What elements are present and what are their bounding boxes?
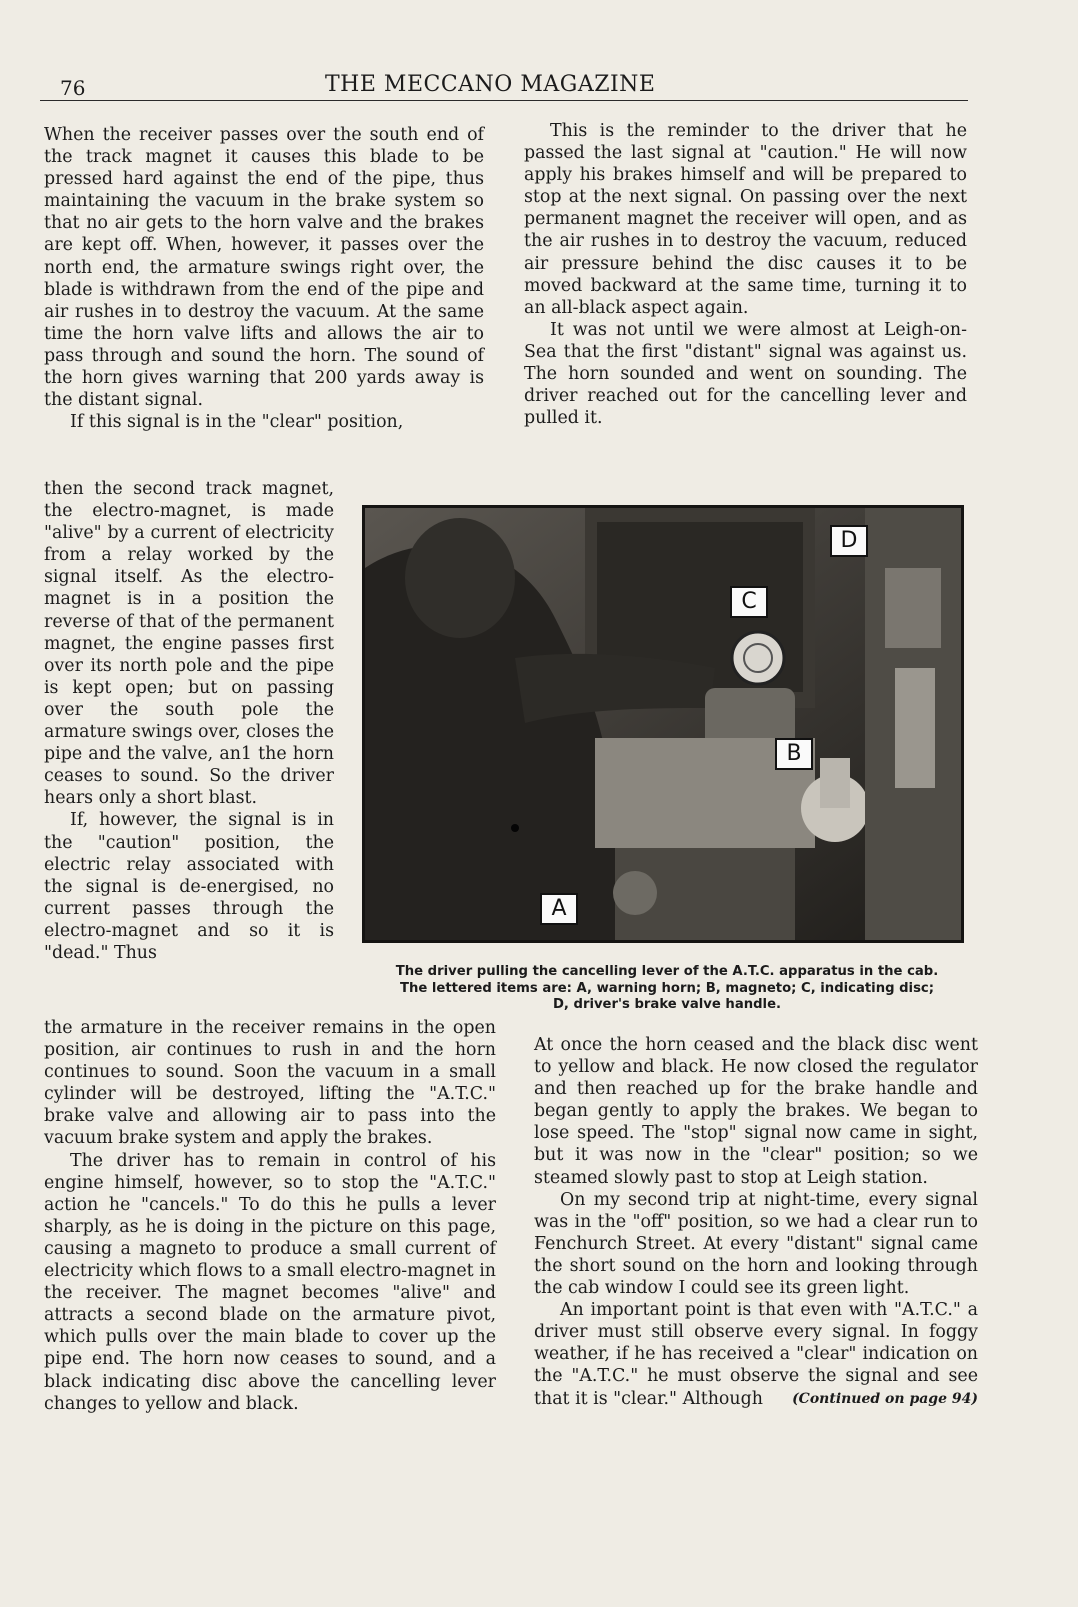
paragraph: If, however, the signal is in the "caution" position, the electric relay associated with the signal is de-energised, no current passes through the electro-magnet and so it is "dead." Thus [44, 810, 334, 963]
paragraph: the armature in the receiver remains in the open position, air continues to rush in and the horn continues to sound. Soon the vacuum in a small cylinder will be destroyed, lifting the "A.T.C." brake valve and allowing air to pass into the vacuum brake system and apply the brakes. [44, 1018, 496, 1149]
page-number: 76 [60, 76, 86, 100]
paragraph-text: An important point is that even with "A.T.C." a driver must still observe every signal. In foggy weather, if he has received a "clear" indication on the "A.T.C." he must observe the signal and see that it is "clear." Although [534, 1300, 978, 1409]
header-rule [40, 100, 968, 101]
label-c: C [730, 586, 768, 618]
paragraph [534, 1299, 978, 1409]
paragraph: The driver has to remain in control of his engine himself, however, so to stop the "A.T.C." action he "cancels." To do this he pulls a lever sharply, as he is doing in the picture on this page, causing a magneto to produce a small current of electricity which flows to a small electro-magnet in the receiver. The magnet becomes "alive" and attracts a second blade on the armature pivot, which pulls over the main blade to cover up the pipe end. The horn now ceases to sound, and a black indicating disc above the cancelling lever changes to yellow and black. [44, 1150, 496, 1414]
label-a: A [540, 893, 578, 925]
magazine-title: THE MECCANO MAGAZINE [325, 72, 656, 97]
left-column-top [44, 124, 484, 433]
label-d: D [830, 525, 868, 557]
paragraph: This is the reminder to the driver that he passed the last signal at "caution." He will now apply his brakes himself and will be prepared to stop at the next signal. On passing over the next permanent magnet the receiver will open, and as the air rushes in to destroy the vacuum, reduced air pressure behind the disc causes it to be moved backward at the same time, turning it to an all-black aspect again. [524, 121, 967, 318]
paragraph: When the receiver passes over the south end of the track magnet it causes this blade to be pressed hard against the end of the pipe, thus maintaining the vacuum in the brake system so that no air gets to the horn valve and the brakes are kept off. When, however, it passes over the north end, the armature swings right over, the blade is withdrawn from the end of the pipe and air rushes in to destroy the vacuum. At the same time the horn valve lifts and allows the air to pass through and sound the horn. The sound of the horn gives warning that 200 yards away is the distant signal. [44, 125, 484, 411]
paragraph: then the second track magnet, the electro-magnet, is made "alive" by a current of electricity from a relay worked by the signal itself. As the electro-magnet is in a position the reverse of that of the permanent magnet, the engine passes first over its north pole and the pipe is kept open; but on passing over the south pole the armature swings over, closes the pipe and the valve, an1 the horn ceases to sound. So the driver hears only a short blast. [44, 479, 334, 809]
left-column-bottom [44, 1017, 496, 1415]
left-column-wrapped [44, 478, 334, 964]
label-b: B [775, 738, 813, 770]
caption-line: The driver pulling the cancelling lever of the A.T.C. apparatus in the cab. [395, 964, 939, 979]
photo-caption [362, 964, 972, 1014]
right-column-top [524, 120, 967, 429]
caption-line: D, driver's brake valve handle. [552, 997, 782, 1012]
paragraph: If this signal is in the "clear" position, [70, 412, 404, 433]
right-column-bottom [534, 1034, 978, 1410]
cab-photo [362, 505, 964, 943]
caption-line: The lettered items are: A, warning horn; B, magneto; C, indicating disc; [399, 980, 935, 996]
continued-note: (Continued on page 94) [792, 1390, 978, 1407]
paragraph: At once the horn ceased and the black disc went to yellow and black. He now closed the regulator and then reached up for the brake handle and began gently to apply the brakes. We began to lose speed. The "stop" signal now came in sight, but it was now in the "clear" position; so we steamed slowly past to stop at Leigh station. [534, 1035, 978, 1188]
paragraph: On my second trip at night-time, every signal was in the "off" position, so we had a clear run to Fenchurch Street. At every "distant" signal came the short sound on the horn and looking through the cab window I could see its green light. [534, 1189, 978, 1299]
cab-photo-illustration [365, 508, 961, 940]
paragraph: It was not until we were almost at Leigh-on-Sea that the first "distant" signal was against us. The horn sounded and went on sounding. The driver reached out for the cancelling lever and pulled it. [524, 319, 967, 429]
